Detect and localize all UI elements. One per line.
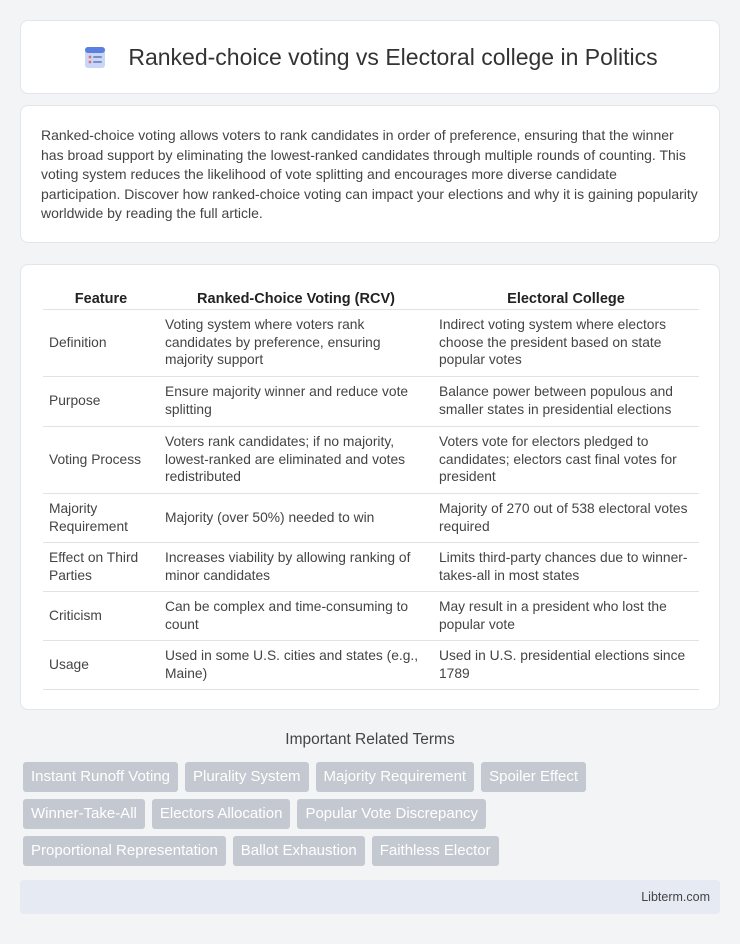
- rcv-cell: Voting system where voters rank candidates by preference, ensuring majority support: [159, 309, 433, 376]
- tag-popular-vote-discrepancy[interactable]: Popular Vote Discrepancy: [297, 799, 486, 829]
- tag-instant-runoff-voting[interactable]: Instant Runoff Voting: [23, 762, 178, 792]
- tag-row: [23, 762, 723, 792]
- table-row: [43, 376, 699, 426]
- comparison-table-card: [20, 264, 720, 710]
- tag-majority-requirement[interactable]: Majority Requirement: [316, 762, 475, 792]
- tag-faithless-elector[interactable]: Faithless Elector: [372, 836, 499, 866]
- tag-row: [23, 836, 723, 866]
- ec-cell: Limits third-party chances due to winner-takes-all in most states: [433, 542, 699, 591]
- footer: [20, 880, 720, 914]
- ec-cell: Used in U.S. presidential elections since 1789: [433, 640, 699, 689]
- feature-cell: Voting Process: [43, 426, 159, 493]
- feature-cell: Definition: [43, 309, 159, 376]
- rcv-cell: Voters rank candidates; if no majority, lowest-ranked are eliminated and votes redistributed: [159, 426, 433, 493]
- tag-spoiler-effect[interactable]: Spoiler Effect: [481, 762, 586, 792]
- rcv-cell: Used in some U.S. cities and states (e.g., Maine): [159, 640, 433, 689]
- tag-electors-allocation[interactable]: Electors Allocation: [152, 799, 291, 829]
- table-row: [43, 640, 699, 689]
- table-row: [43, 591, 699, 640]
- column-header-rcv: Ranked-Choice Voting (RCV): [159, 285, 433, 309]
- related-terms-title: Important Related Terms: [285, 731, 455, 748]
- rcv-cell: Can be complex and time-consuming to count: [159, 591, 433, 640]
- ec-cell: Majority of 270 out of 538 electoral votes required: [433, 493, 699, 542]
- page-title: Ranked-choice voting vs Electoral college in Politics: [128, 43, 658, 70]
- table-row: [43, 493, 699, 542]
- intro-text: Ranked-choice voting allows voters to rank candidates in order of preference, ensuring that the winner has broad support by eliminating the lowest-ranked candidates through multiple rounds of counting. This voting system reduces the likelihood of vote splitting and encourages more diverse candidate participation. Discover how ranked-choice voting can impact your elections and why it is gaining popularity worldwide by reading the full article.: [41, 127, 698, 221]
- intro-card: [20, 105, 720, 243]
- ec-cell: Indirect voting system where electors choose the president based on state popular votes: [433, 309, 699, 376]
- column-header-feature: Feature: [43, 285, 159, 309]
- rcv-cell: Increases viability by allowing ranking of minor candidates: [159, 542, 433, 591]
- table-row: [43, 309, 699, 376]
- footer-site-link[interactable]: Libterm.com: [641, 890, 710, 904]
- table-row: [43, 542, 699, 591]
- feature-cell: Criticism: [43, 591, 159, 640]
- ec-cell: Balance power between populous and smaller states in presidential elections: [433, 376, 699, 426]
- table-header-row: [43, 285, 699, 309]
- table-row: [43, 426, 699, 493]
- rcv-cell: Ensure majority winner and reduce vote splitting: [159, 376, 433, 426]
- column-header-electoral-college: Electoral College: [433, 285, 699, 309]
- rcv-cell: Majority (over 50%) needed to win: [159, 493, 433, 542]
- feature-cell: Purpose: [43, 376, 159, 426]
- header-card: [20, 20, 720, 94]
- feature-cell: Majority Requirement: [43, 493, 159, 542]
- tag-proportional-representation[interactable]: Proportional Representation: [23, 836, 226, 866]
- feature-cell: Usage: [43, 640, 159, 689]
- related-terms-tags: [23, 762, 723, 873]
- ec-cell: May result in a president who lost the popular vote: [433, 591, 699, 640]
- feature-cell: Effect on Third Parties: [43, 542, 159, 591]
- ec-cell: Voters vote for electors pledged to candidates; electors cast final votes for president: [433, 426, 699, 493]
- tag-row: [23, 799, 723, 829]
- tag-winner-take-all[interactable]: Winner-Take-All: [23, 799, 145, 829]
- document-list-icon: [82, 44, 108, 70]
- comparison-table: [43, 285, 699, 690]
- tag-ballot-exhaustion[interactable]: Ballot Exhaustion: [233, 836, 365, 866]
- tag-plurality-system[interactable]: Plurality System: [185, 762, 309, 792]
